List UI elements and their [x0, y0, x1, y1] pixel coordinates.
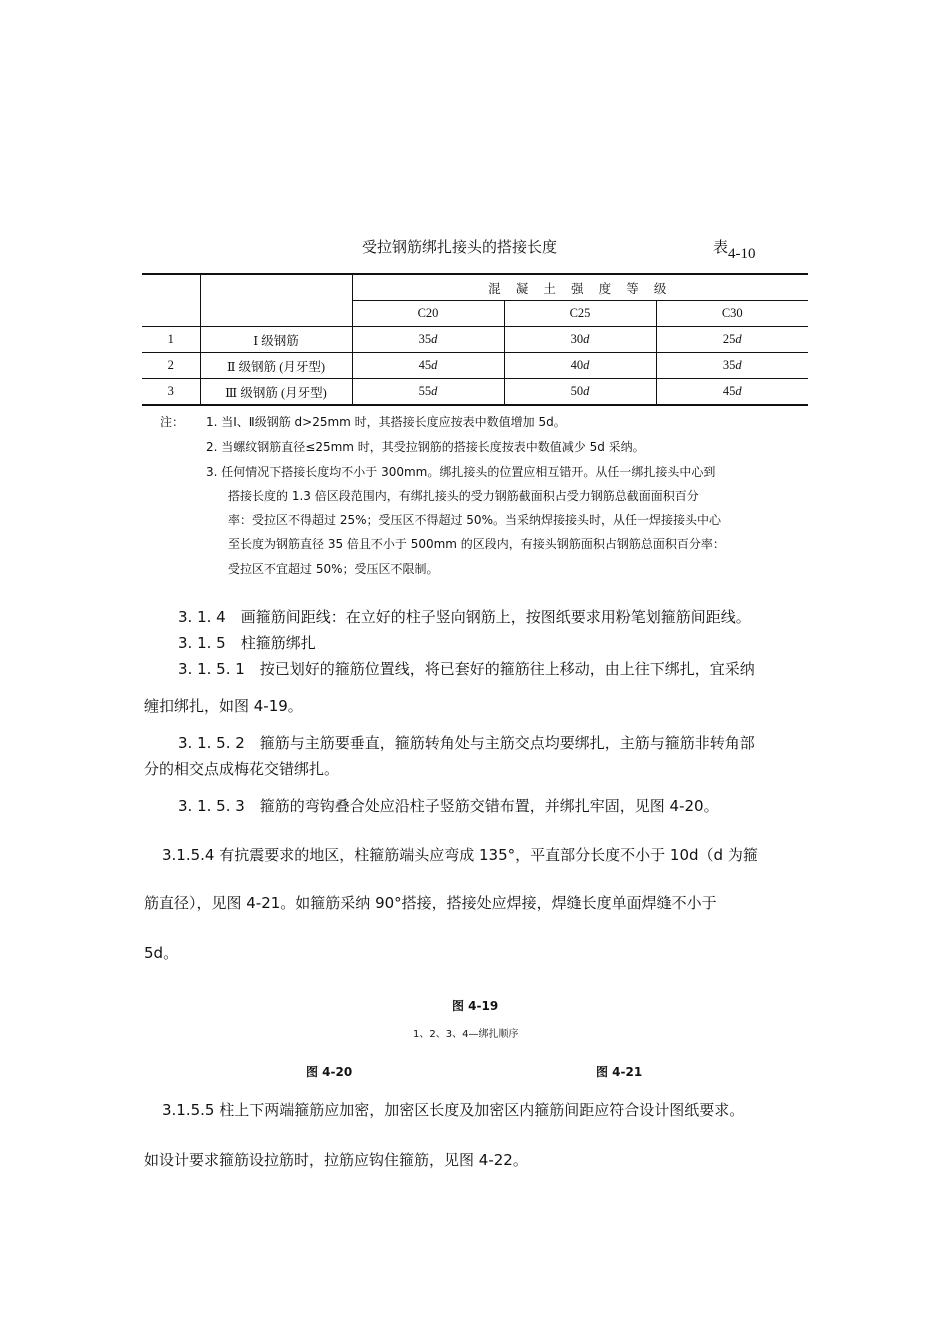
figure-4-20-caption: 图 4-20 — [306, 1065, 353, 1079]
table-row — [142, 353, 808, 379]
row-value — [504, 353, 656, 379]
table-row — [142, 379, 808, 406]
heading-3-1-5: 3. 1. 5 柱箍筋绑扎 — [178, 634, 316, 652]
header-group-cell — [352, 274, 808, 301]
table-row — [142, 327, 808, 353]
value-text: 35d — [722, 358, 742, 372]
row-no: 1 — [142, 327, 200, 353]
paragraph-3-1-5-4: 3.1.5.4 有抗震要求的地区，柱箍筋端头应弯成 135°，平直部分长度不小于 10d（d 为箍 — [162, 846, 758, 864]
value-text: 35d — [418, 332, 438, 346]
value-text: 30d — [570, 332, 590, 346]
lap-length-table — [142, 273, 808, 406]
note-item: 1. 当Ⅰ、Ⅱ级钢筋 d>25mm 时，其搭接长度应按表中数值增加 5d。 — [206, 415, 566, 429]
note-item: 2. 当螺纹钢筋直径≤25mm 时，其受拉钢筋的搭接长度按表中数值减少 5d 采纳。 — [206, 440, 645, 454]
paragraph-3-1-5-4-cont: 筋直径），见图 4-21。如箍筋采纳 90°搭接，搭接处应焊接，焊缝长度单面焊缝不小于 — [144, 894, 717, 912]
paragraph-3-1-5-2-cont: 分的相交点成梅花交错绑扎。 — [144, 760, 340, 778]
figure-4-19-subcaption: 1、2、3、4—绑扎顺序 — [413, 1029, 519, 1040]
table-number-value: 4-10 — [728, 246, 756, 262]
note-continuation: 至长度为钢筋直径 35 倍且不小于 500mm 的区段内，有接头钢筋面积占钢筋总面积百分率： — [228, 537, 725, 551]
row-value — [352, 353, 504, 379]
note-continuation: 受拉区不宜超过 50%；受压区不限制。 — [228, 562, 439, 576]
grade-c25: C25 — [504, 301, 656, 327]
value-text: 40d — [570, 358, 590, 372]
paragraph-3-1-5-2: 3. 1. 5. 2 箍筋与主筋要垂直，箍筋转角处与主筋交点均要绑扎，主筋与箍筋非转角部 — [178, 734, 755, 752]
row-value — [504, 327, 656, 353]
paragraph-3-1-5-4-end: 5d。 — [144, 944, 179, 962]
paragraph-3-1-4: 3. 1. 4 画箍筋间距线：在立好的柱子竖向钢筋上，按图纸要求用粉笔划箍筋间距线。 — [178, 608, 751, 626]
value-text: 50d — [570, 384, 590, 398]
note-item: 3. 任何情况下搭接长度均不小于 300mm。绑扎接头的位置应相互错开。从任一绑扎接头中心到 — [206, 465, 716, 479]
table-number-prefix: 表 — [713, 238, 729, 256]
row-value — [504, 379, 656, 406]
value-text: 45d — [418, 358, 438, 372]
paragraph-3-1-5-5: 3.1.5.5 柱上下两端箍筋应加密，加密区长度及加密区内箍筋间距应符合设计图纸要求。 — [162, 1101, 745, 1119]
value-text: 25d — [722, 332, 742, 346]
paragraph-3-1-5-1-cont: 缠扣绑扎，如图 4-19。 — [144, 697, 303, 715]
row-value — [656, 379, 808, 406]
note-continuation: 率：受拉区不得超过 25%；受压区不得超过 50%。当采纳焊接接头时，从任一焊接接头中心 — [228, 513, 721, 527]
paragraph-3-1-5-3: 3. 1. 5. 3 箍筋的弯钩叠合处应沿柱子竖筋交错布置，并绑扎牢固，见图 4-20。 — [178, 797, 719, 815]
value-text: 55d — [418, 384, 438, 398]
table-notes — [160, 410, 820, 580]
grade-c30: C30 — [656, 301, 808, 327]
table-number — [713, 236, 756, 262]
table-title: 受拉钢筋绑扎接头的搭接长度 — [362, 238, 558, 256]
row-type: Ⅱ 级钢筋 (月牙型) — [200, 353, 352, 379]
row-value — [656, 353, 808, 379]
row-type: Ⅲ 级钢筋 (月牙型) — [200, 379, 352, 406]
paragraph-3-1-5-5-cont: 如设计要求箍筋设拉筋时，拉筋应钩住箍筋，见图 4-22。 — [144, 1151, 528, 1169]
value-text: 45d — [722, 384, 742, 398]
row-value — [656, 327, 808, 353]
figure-4-19-caption: 图 4-19 — [452, 999, 499, 1013]
grade-c20: C20 — [352, 301, 504, 327]
row-type: Ⅰ 级钢筋 — [200, 327, 352, 353]
figure-4-21-caption: 图 4-21 — [596, 1065, 643, 1079]
row-no: 2 — [142, 353, 200, 379]
row-no: 3 — [142, 379, 200, 406]
row-value — [352, 327, 504, 353]
notes-label: 注： — [160, 415, 185, 429]
header-group-label: 混 凝 土 强 度 等 级 — [488, 281, 673, 296]
note-continuation: 搭接长度的 1.3 倍区段范围内，有绑扎接头的受力钢筋截面积占受力钢筋总截面面积百分 — [228, 489, 699, 503]
paragraph-3-1-5-1: 3. 1. 5. 1 按已划好的箍筋位置线，将已套好的箍筋往上移动，由上往下绑扎，宜采纳 — [178, 660, 755, 678]
header-type-cell — [200, 274, 352, 327]
header-no-cell — [142, 274, 200, 327]
row-value — [352, 379, 504, 406]
table-header-row — [142, 274, 808, 301]
